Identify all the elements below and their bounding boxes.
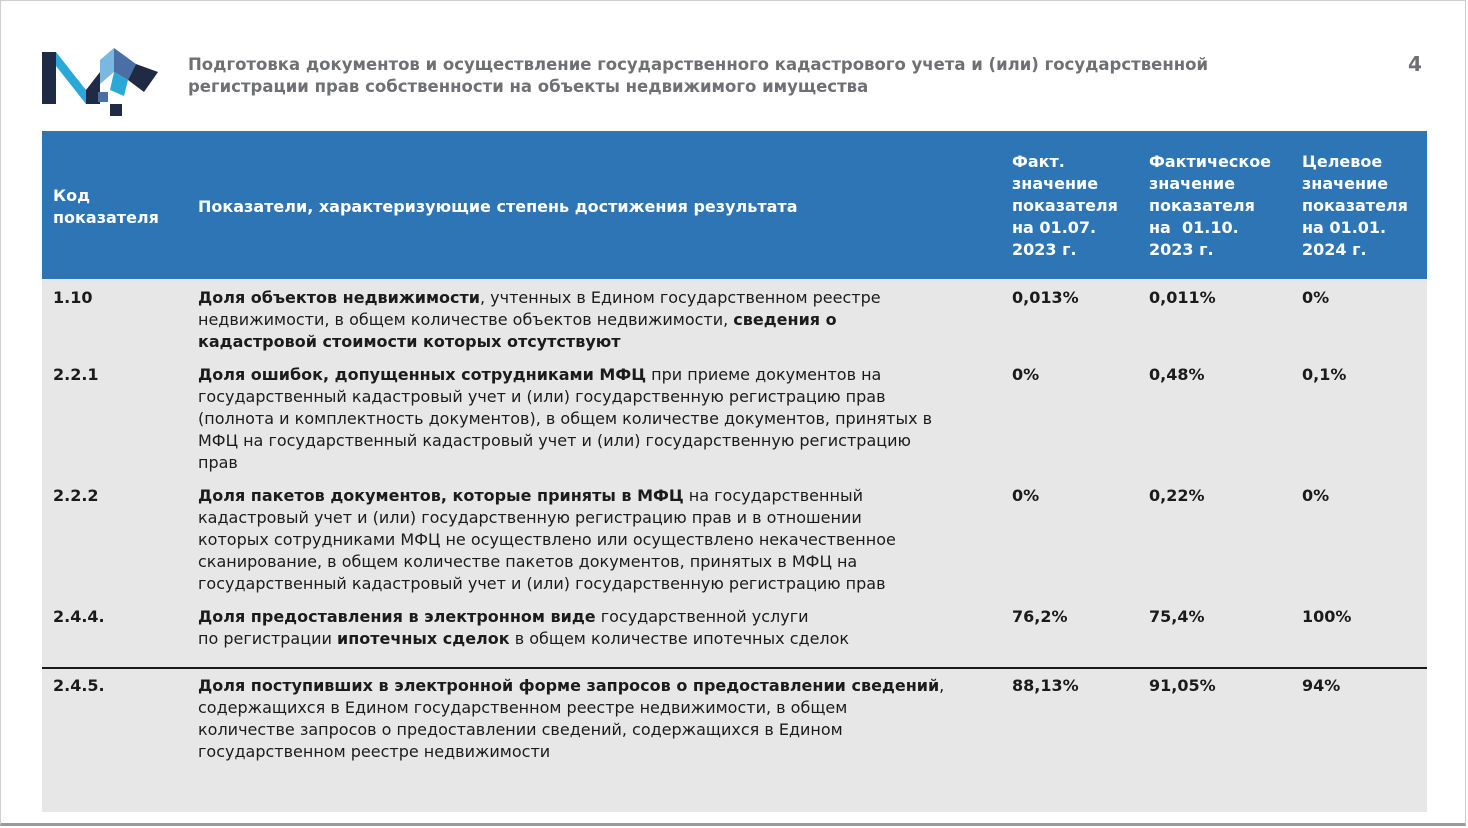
header-line: показателя — [1302, 196, 1408, 215]
header-line: Факт. — [1012, 152, 1065, 171]
text: , учтенных в Едином государственном реестре — [480, 288, 881, 307]
description-line — [198, 719, 998, 741]
header-line: на 01.10. — [1149, 218, 1239, 237]
header-fact-0110 — [1149, 151, 1289, 261]
header-line: показателя — [1149, 196, 1255, 215]
value-fact-0110: 0,011% — [1149, 288, 1216, 307]
header-line: 2023 г. — [1149, 240, 1214, 259]
description-line — [198, 386, 998, 408]
value-fact-0110: 91,05% — [1149, 676, 1216, 695]
page-number: 4 — [1408, 52, 1422, 76]
value-fact-0110: 0,22% — [1149, 486, 1205, 505]
text: , — [939, 676, 945, 695]
value-fact-0107: 0% — [1012, 486, 1040, 505]
text: в общем количестве ипотечных сделок — [509, 629, 850, 648]
text: кадастровый учет и (или) государственную регистрацию прав и в отношении — [198, 508, 862, 527]
description-line — [198, 309, 998, 331]
text: МФЦ на государственный кадастровый учет и (или) государственную регистрацию — [198, 431, 912, 450]
description-line — [198, 408, 998, 430]
header-line: показателя — [1012, 196, 1118, 215]
value-fact-0107: 0% — [1012, 365, 1040, 384]
description-line — [198, 551, 998, 573]
header-line: Целевое — [1302, 152, 1383, 171]
value-fact-0107: 76,2% — [1012, 607, 1068, 626]
indicator-code: 2.2.2 — [53, 486, 99, 505]
value-fact-0110: 75,4% — [1149, 607, 1205, 626]
indicators-table — [42, 131, 1427, 812]
description-line — [198, 485, 998, 507]
text: государственной услуги — [595, 607, 809, 626]
value-target-0101: 0% — [1302, 486, 1330, 505]
description-line — [198, 331, 998, 353]
text: количестве запросов о предоставлении сведений, содержащихся в Едином — [198, 720, 843, 739]
text: на государственный — [683, 486, 863, 505]
slide-title — [188, 54, 1238, 98]
table-header — [42, 131, 1427, 279]
mfc-logo — [40, 46, 160, 126]
text: при приеме документов на — [646, 365, 882, 384]
indicator-description — [198, 485, 998, 595]
text: прав — [198, 453, 238, 472]
text: содержащихся в Едином государственном реестре недвижимости, в общем — [198, 698, 848, 717]
bold-text: кадастровой стоимости которых отсутствуют — [198, 332, 621, 351]
text: государственный кадастровый учет и (или) государственную регистрацию прав — [198, 387, 886, 406]
bold-text: Доля поступивших в электронной форме запросов о предоставлении сведений — [198, 676, 940, 695]
description-line — [198, 606, 998, 628]
bold-text: ипотечных сделок — [337, 629, 510, 648]
text: сканирование, в общем количестве пакетов документов, принятых в МФЦ на — [198, 552, 858, 571]
header-code — [53, 185, 159, 229]
header-target-0101 — [1302, 151, 1422, 261]
description-line — [198, 697, 998, 719]
description-line — [198, 507, 998, 529]
value-fact-0107: 0,013% — [1012, 288, 1079, 307]
value-fact-0107: 88,13% — [1012, 676, 1079, 695]
value-fact-0110: 0,48% — [1149, 365, 1205, 384]
indicator-code: 1.10 — [53, 288, 93, 307]
bold-text: Доля пакетов документов, которые приняты в МФЦ — [198, 486, 684, 505]
value-target-0101: 0,1% — [1302, 365, 1347, 384]
text: государственном реестре недвижимости — [198, 742, 551, 761]
description-line — [198, 364, 998, 386]
text: по регистрации — [198, 629, 337, 648]
bold-text: сведения о — [733, 310, 837, 329]
description-line — [198, 573, 998, 595]
indicator-code: 2.4.4. — [53, 607, 105, 626]
description-line — [198, 675, 998, 697]
table-separator — [42, 667, 1427, 669]
header-code-line2: показателя — [53, 208, 159, 227]
text: которых сотрудниками МФЦ не осуществлено или осуществлено некачественное — [198, 530, 896, 549]
indicator-description — [198, 364, 998, 474]
header-line: на 01.07. — [1012, 218, 1097, 237]
value-target-0101: 0% — [1302, 288, 1330, 307]
indicator-description — [198, 675, 998, 763]
value-target-0101: 100% — [1302, 607, 1352, 626]
header-line: на 01.01. — [1302, 218, 1387, 237]
description-line — [198, 287, 998, 309]
indicator-description — [198, 606, 998, 650]
indicator-code: 2.4.5. — [53, 676, 105, 695]
bold-text: Доля ошибок, допущенных сотрудниками МФЦ — [198, 365, 647, 384]
header-line: значение — [1149, 174, 1236, 193]
header-line: значение — [1012, 174, 1099, 193]
bold-text: Доля объектов недвижимости — [198, 288, 480, 307]
bold-text: Доля предоставления в электронном виде — [198, 607, 596, 626]
header-indicators: Показатели, характеризующие степень достижения результата — [198, 197, 798, 216]
description-line — [198, 452, 998, 474]
description-line — [198, 529, 998, 551]
header-line: 2024 г. — [1302, 240, 1367, 259]
description-line — [198, 430, 998, 452]
text: (полнота и комплектность документов), в общем количестве документов, принятых в — [198, 409, 933, 428]
header-line: 2023 г. — [1012, 240, 1077, 259]
indicator-code: 2.2.1 — [53, 365, 99, 384]
header-line: значение — [1302, 174, 1389, 193]
header-code-line1: Код — [53, 186, 90, 205]
text: государственный кадастровый учет и (или) государственную регистрацию прав — [198, 574, 886, 593]
text: недвижимости, в общем количестве объектов недвижимости, — [198, 310, 734, 329]
value-target-0101: 94% — [1302, 676, 1341, 695]
slide-title-line1: Подготовка документов и осуществление государственного кадастрового учета и (или) государственной — [188, 55, 1209, 74]
header-fact-0107 — [1012, 151, 1142, 261]
indicator-description — [198, 287, 998, 353]
description-line — [198, 628, 998, 650]
header-line: Фактическое — [1149, 152, 1272, 171]
description-line — [198, 741, 998, 763]
slide-title-line2: регистрации прав собственности на объекты недвижимого имущества — [188, 77, 869, 96]
